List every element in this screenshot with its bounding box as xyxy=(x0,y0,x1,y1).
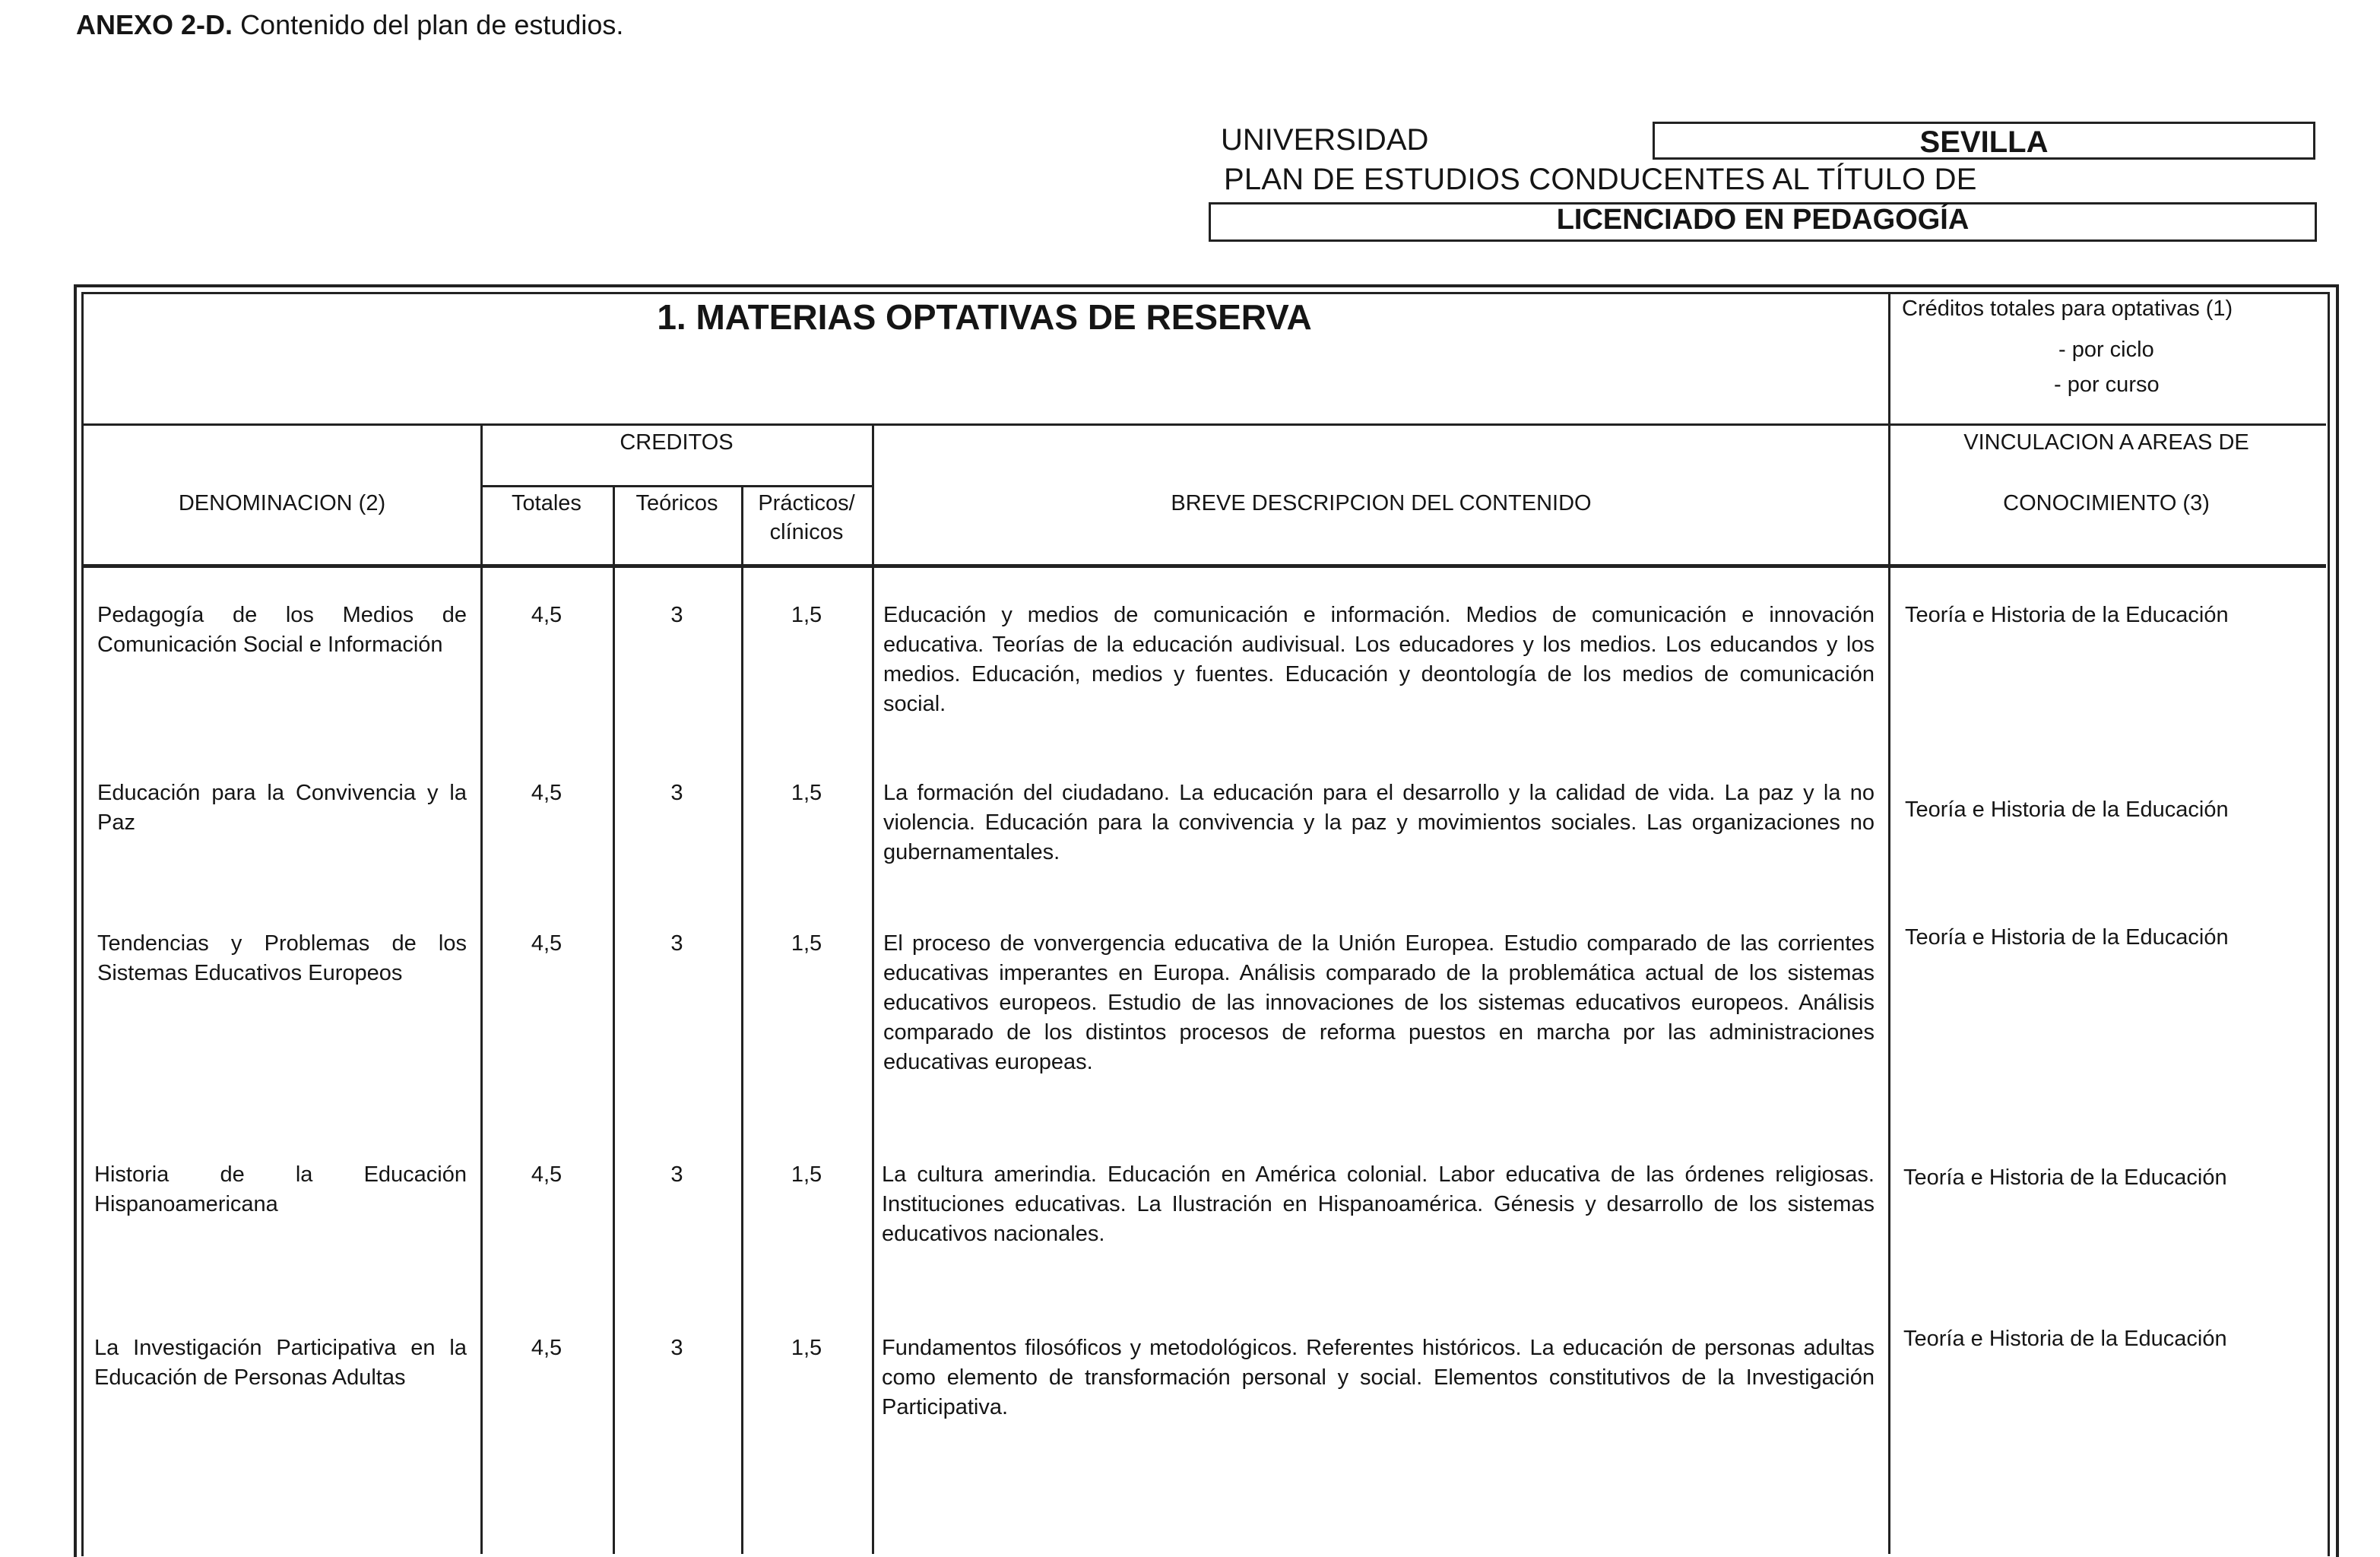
row-3-teoricos: 3 xyxy=(670,1162,683,1187)
row-0-area: Teoría e Historia de la Educación xyxy=(1905,603,2229,627)
divider-col-name xyxy=(480,424,483,1554)
header-conocimiento: CONOCIMIENTO (3) xyxy=(2003,491,2210,515)
university-label: UNIVERSIDAD xyxy=(1221,123,1429,157)
divider-col-area xyxy=(1888,292,1890,1554)
row-1-teoricos: 3 xyxy=(670,781,683,805)
credits-note-line1: Créditos totales para optativas (1) xyxy=(1902,296,2233,321)
row-4-area: Teoría e Historia de la Educación xyxy=(1903,1327,2227,1351)
divider-creditos xyxy=(481,485,873,487)
row-0-totales: 4,5 xyxy=(531,603,563,627)
row-2-totales: 4,5 xyxy=(531,931,563,956)
row-1-desc: La formación del ciudadano. La educación para el desarrollo y la calidad de vida. La paz y la no violencia. Educación para la convivencia y la paz y movimientos sociales. Las organizaciones no gubernamentales. xyxy=(883,781,1875,864)
credits-note-line3: - por curso xyxy=(2054,373,2160,397)
row-3-practicos: 1,5 xyxy=(791,1162,822,1187)
annex-label: ANEXO 2-D. xyxy=(76,9,233,40)
divider-title xyxy=(84,423,2326,426)
row-4-teoricos: 3 xyxy=(670,1336,683,1360)
row-0-name: Pedagogía de los Medios de Comunicación Social e Información xyxy=(97,603,467,657)
row-4-practicos: 1,5 xyxy=(791,1336,822,1360)
row-3-desc: La cultura amerindia. Educación en América colonial. Labor educativa de las órdenes religiosas. Instituciones educativas. La Ilustración en Hispanoamérica. Génesis y desarrollo de los sistemas educativos nacionales. xyxy=(882,1162,1875,1246)
divider-col-practicos xyxy=(872,424,874,1554)
header-denominacion: DENOMINACION (2) xyxy=(178,491,386,515)
header-practicos: Prácticos/ xyxy=(758,491,855,515)
row-2-name: Tendencias y Problemas de los Sistemas Educativos Europeos xyxy=(97,931,467,985)
row-2-area: Teoría e Historia de la Educación xyxy=(1905,925,2229,950)
header-descripcion: BREVE DESCRIPCION DEL CONTENIDO xyxy=(1171,491,1592,515)
row-0-desc: Educación y medios de comunicación e información. Medios de comunicación e innovación educativa. Teorías de la educación audivisual. Los educadores y los medios. Los educandos y los medios. Educación, medios y fuentes. Educación y deontología de los medios de comunicación social. xyxy=(883,603,1875,716)
annex-heading xyxy=(76,9,623,41)
row-2-teoricos: 3 xyxy=(670,931,683,956)
row-3-totales: 4,5 xyxy=(531,1162,563,1187)
row-1-practicos: 1,5 xyxy=(791,781,822,805)
divider-col-teoricos xyxy=(741,487,743,1554)
row-2-practicos: 1,5 xyxy=(791,931,822,956)
annex-text: Contenido del plan de estudios. xyxy=(240,9,624,40)
row-1-name: Educación para la Convivencia y la Paz xyxy=(97,781,467,835)
row-3-area: Teoría e Historia de la Educación xyxy=(1903,1165,2227,1190)
header-vinculacion: VINCULACION A AREAS DE xyxy=(1963,430,2249,455)
row-1-totales: 4,5 xyxy=(531,781,563,805)
table-title: 1. MATERIAS OPTATIVAS DE RESERVA xyxy=(657,297,1312,337)
row-2-desc: El proceso de vonvergencia educativa de la Unión Europea. Estudio comparado de las corrientes educativas imperantes en Europa. Análisis comparado de la problemática actual de los sistemas educativos europeos. Estudio de las innovaciones de los sistemas educativos europeos. Análisis comparado de los distintos procesos de reforma puestos en marcha por las administraciones educativas europeas. xyxy=(883,931,1875,1074)
row-0-teoricos: 3 xyxy=(670,603,683,627)
row-4-name: La Investigación Participativa en la Educación de Personas Adultas xyxy=(94,1336,467,1390)
degree-title: LICENCIADO EN PEDAGOGÍA xyxy=(1556,204,1970,236)
header-teoricos: Teóricos xyxy=(635,491,718,515)
divider-header xyxy=(84,564,2326,568)
row-4-desc: Fundamentos filosóficos y metodológicos. Referentes históricos. La educación de personas adultas como elemento de transformación personal y social. Elementos constitutivos de la Investigación Participativa. xyxy=(882,1336,1875,1419)
row-4-totales: 4,5 xyxy=(531,1336,563,1360)
header-creditos: CREDITOS xyxy=(620,430,734,455)
row-3-name: Historia de la Educación Hispanoamericana xyxy=(94,1162,467,1216)
row-0-practicos: 1,5 xyxy=(791,603,822,627)
university-value: SEVILLA xyxy=(1919,125,2049,159)
divider-col-totales xyxy=(613,487,615,1554)
header-clinicos: clínicos xyxy=(769,520,844,544)
plan-label: PLAN DE ESTUDIOS CONDUCENTES AL TÍTULO DE xyxy=(1224,163,1977,196)
row-1-area: Teoría e Historia de la Educación xyxy=(1905,798,2229,822)
credits-note-line2: - por ciclo xyxy=(2058,338,2154,362)
header-totales: Totales xyxy=(512,491,582,515)
